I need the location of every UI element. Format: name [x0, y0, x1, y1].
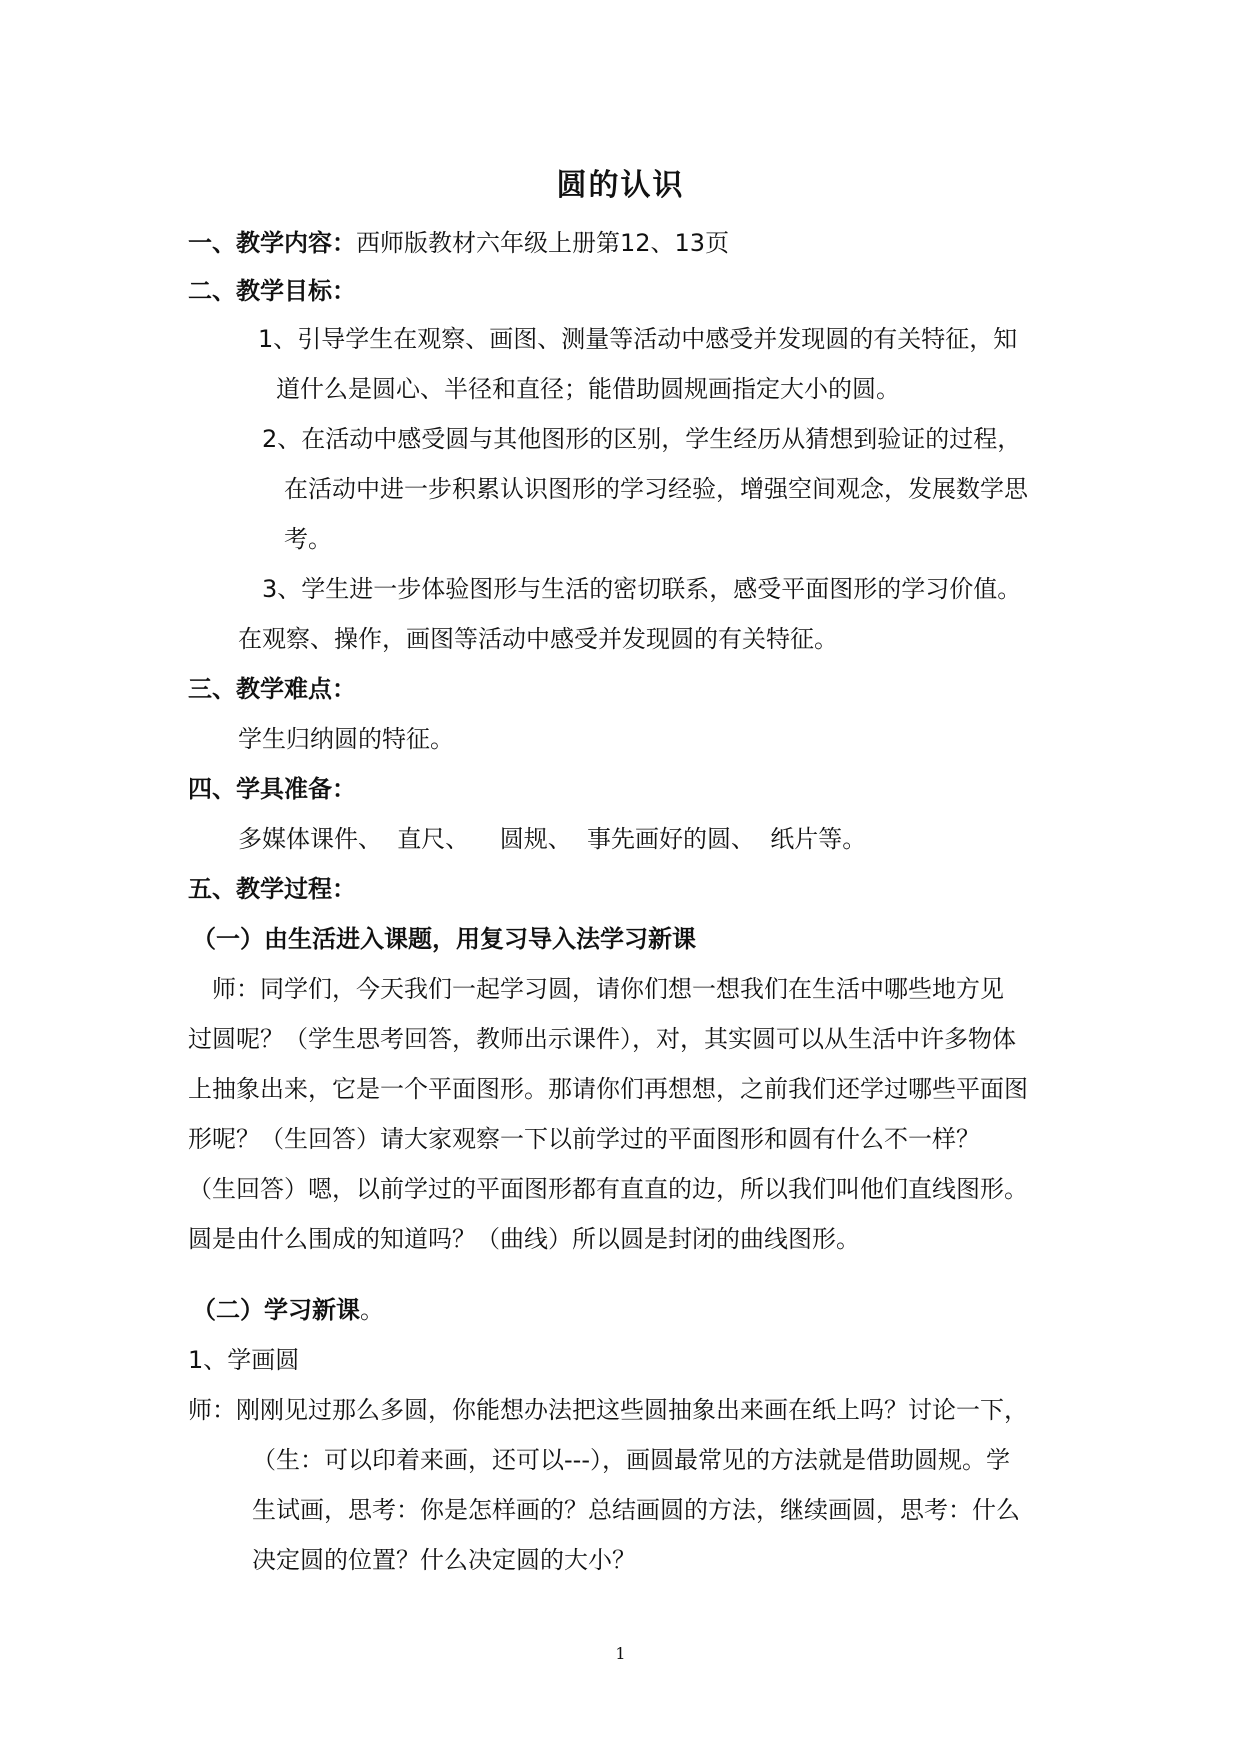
section1-line: 形呢？（生回答）请大家观察一下以前学过的平面图形和圆有什么不一样？	[188, 1125, 980, 1153]
tools-text: 多媒体课件、 直尺、 圆规、 事先画好的圆、 纸片等。	[238, 825, 867, 853]
goal-line: 1、引导学生在观察、画图、测量等活动中感受并发现圆的有关特征，知	[258, 325, 1018, 353]
section2-heading-text: （二）学习新课	[192, 1296, 360, 1324]
section1-line: 过圆呢？（学生思考回答，教师出示课件），对，其实圆可以从生活中许多物体	[188, 1025, 1016, 1053]
difficulty-text: 学生归纳圆的特征。	[238, 725, 454, 753]
goal-line: 3、学生进一步体验图形与生活的密切联系，感受平面图形的学习价值。	[262, 575, 1022, 603]
section2-line: 生试画，思考：你是怎样画的？总结画圆的方法，继续画圆，思考：什么	[252, 1496, 1020, 1524]
goal-line: 在活动中进一步积累认识图形的学习经验，增强空间观念，发展数学思	[284, 475, 1028, 503]
section1-line: （生回答）嗯，以前学过的平面图形都有直直的边，所以我们叫他们直线图形。	[188, 1175, 1028, 1203]
goal-line: 2、在活动中感受圆与其他图形的区别，学生经历从猜想到验证的过程，	[262, 425, 1022, 453]
difficulty-heading: 三、教学难点：	[188, 675, 356, 703]
section1-line: 上抽象出来，它是一个平面图形。那请你们再想想，之前我们还学过哪些平面图	[188, 1075, 1028, 1103]
goal-line: 道什么是圆心、半径和直径；能借助圆规画指定大小的圆。	[276, 375, 900, 403]
section1-line: 师：同学们，今天我们一起学习圆，请你们想一想我们在生活中哪些地方见	[212, 975, 1004, 1003]
section1-heading: （一）由生活进入课题，用复习导入法学习新课	[192, 925, 696, 953]
section2-subheading: 1、学画圆	[188, 1346, 300, 1374]
process-heading: 五、教学过程：	[188, 875, 356, 903]
page-number: 1	[615, 1644, 626, 1663]
section2-heading	[192, 1294, 384, 1326]
goal-line: 考。	[284, 525, 332, 553]
content-label: 一、教学内容：	[188, 229, 356, 257]
section2-line: 决定圆的位置？什么决定圆的大小？	[252, 1546, 636, 1574]
section1-line: 圆是由什么围成的知道吗？（曲线）所以圆是封闭的曲线图形。	[188, 1225, 860, 1253]
section2-heading-tail: 。	[360, 1296, 384, 1324]
document-title: 圆的认识	[556, 168, 685, 203]
tools-heading: 四、学具准备：	[188, 775, 356, 803]
section2-line: （生：可以印着来画，还可以---），画圆最常见的方法就是借助圆规。学	[252, 1446, 1010, 1474]
goal-line: 在观察、操作，画图等活动中感受并发现圆的有关特征。	[238, 625, 838, 653]
section2-line: 师：刚刚见过那么多圆，你能想办法把这些圆抽象出来画在纸上吗？讨论一下，	[188, 1396, 1028, 1424]
goals-heading: 二、教学目标：	[188, 277, 356, 305]
content-line	[188, 227, 729, 259]
content-text: 西师版教材六年级上册第12、13页	[356, 229, 730, 257]
